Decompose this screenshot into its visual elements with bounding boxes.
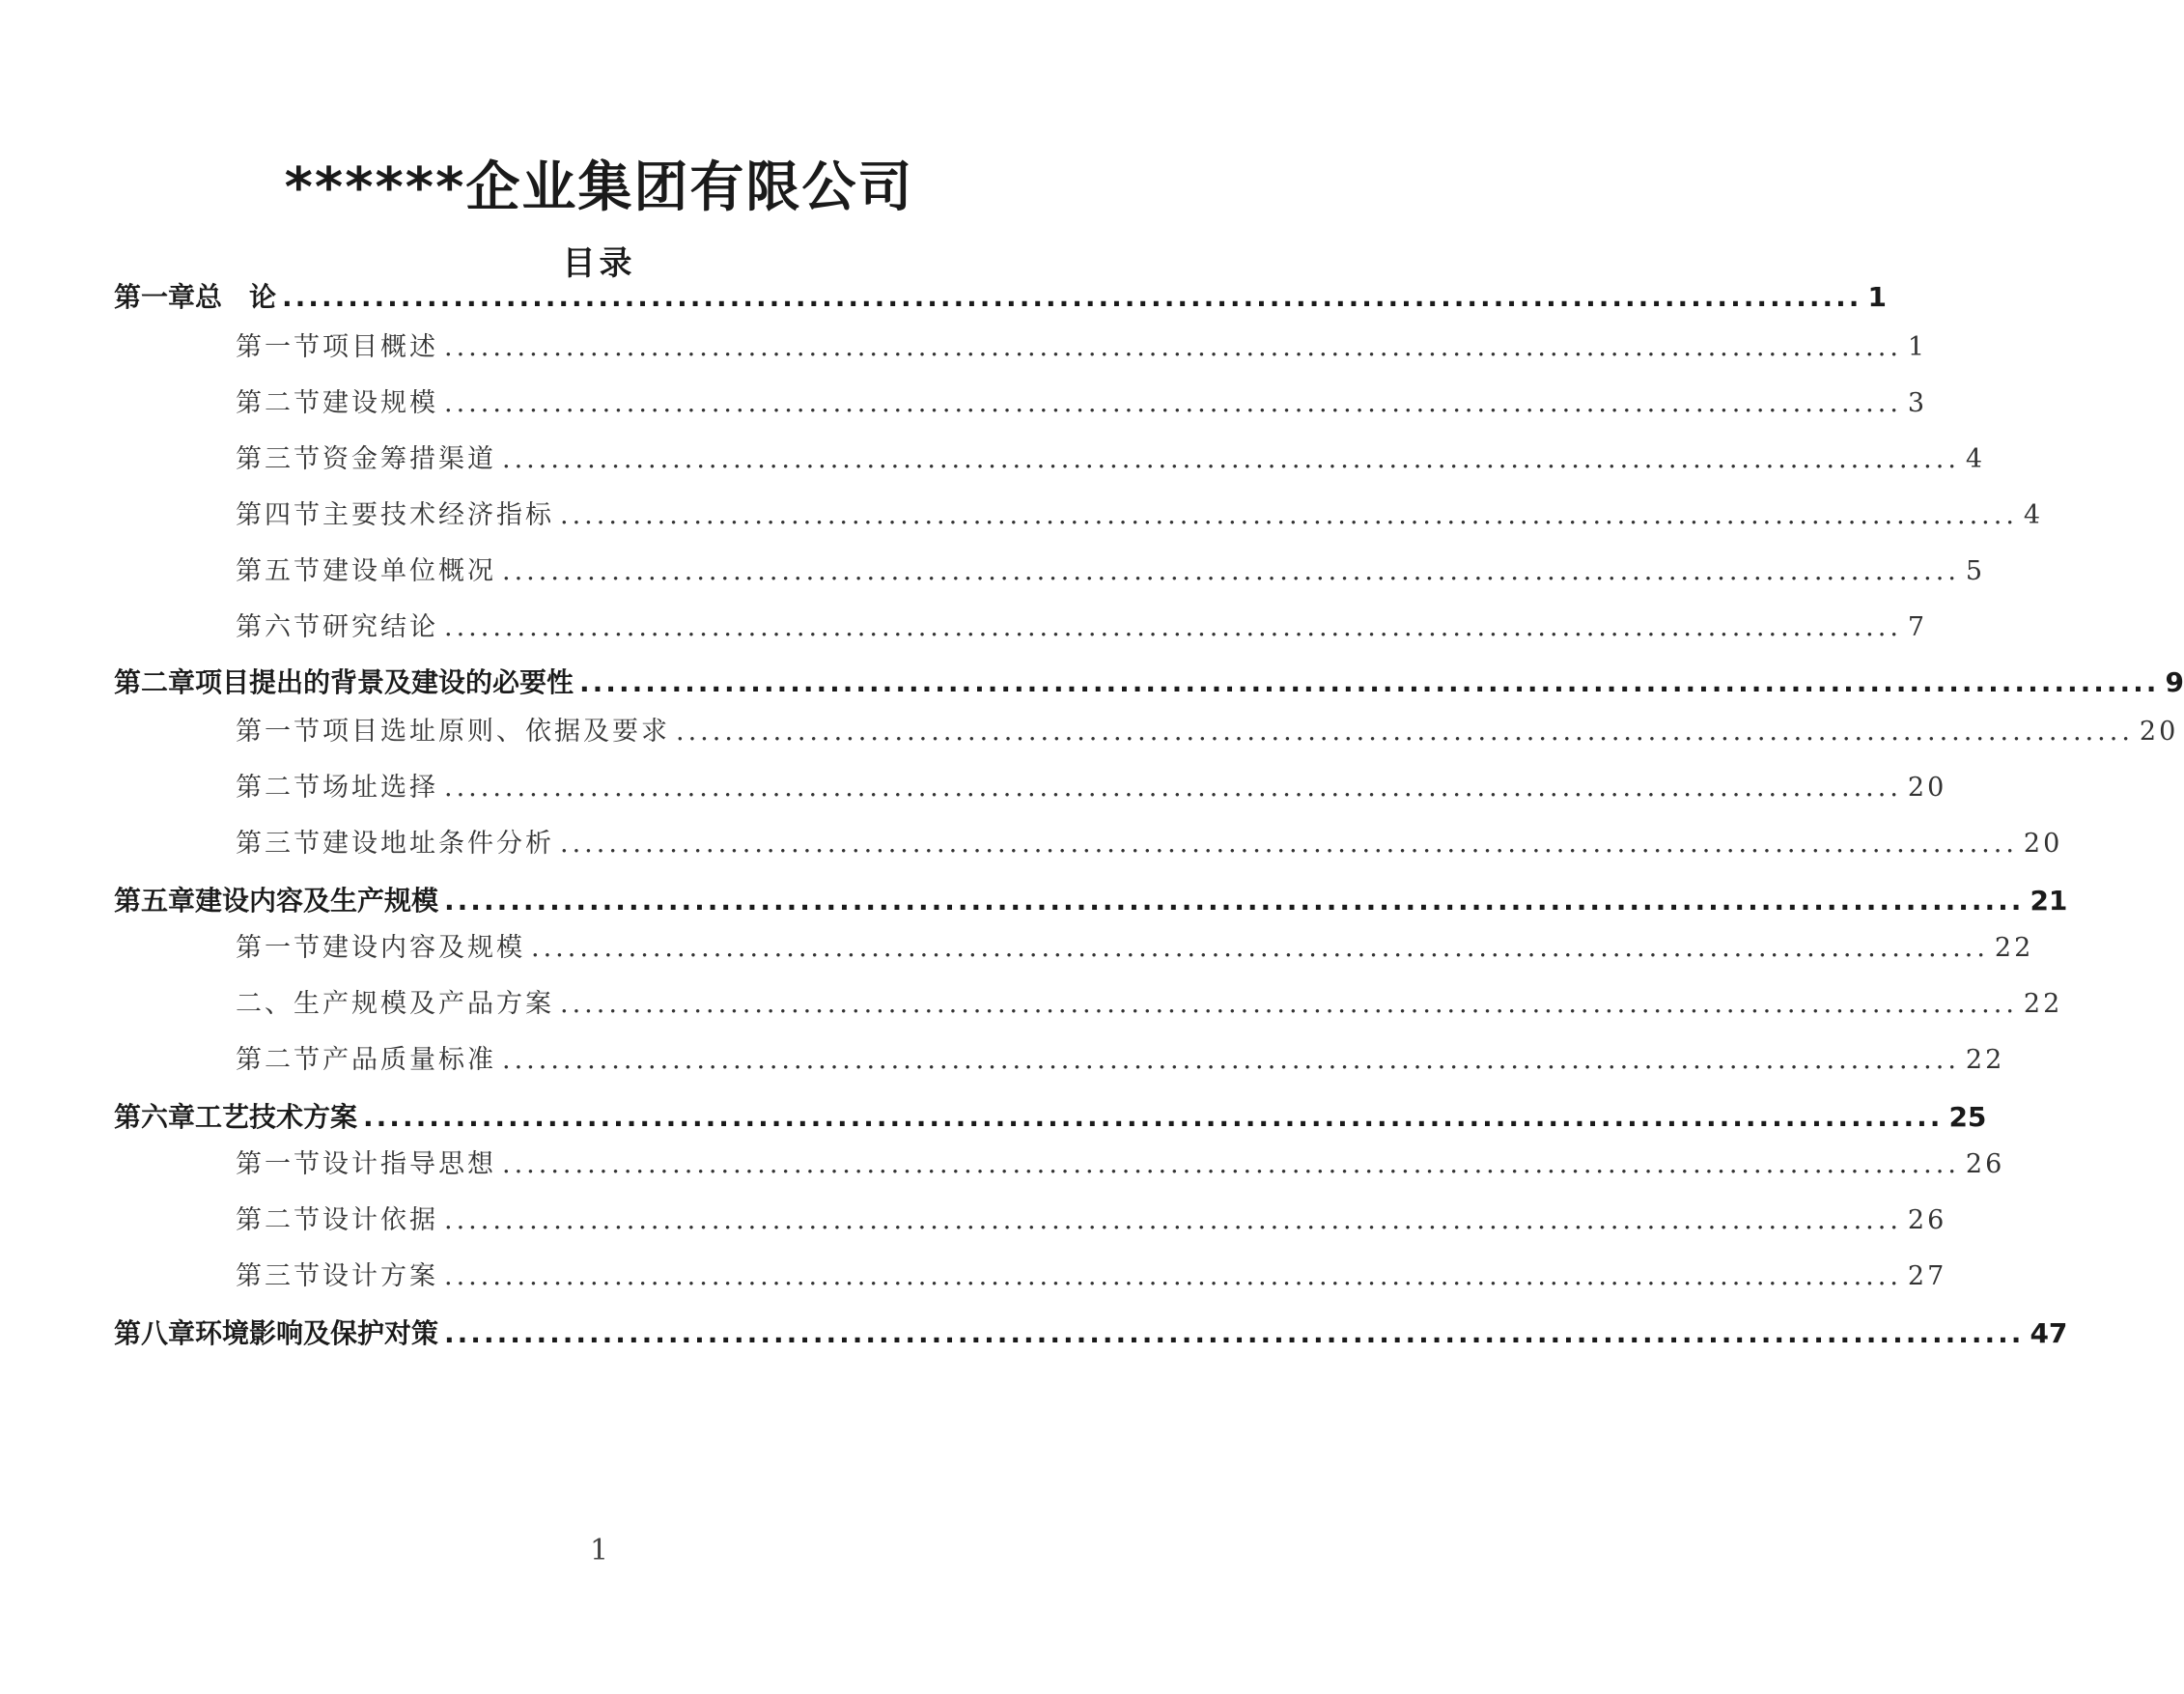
toc-entry-number: 第八章: [114, 1317, 196, 1349]
toc-entry-number: 第一节: [236, 717, 322, 747]
document-title: ******企业集团有限公司: [284, 156, 914, 219]
toc-section-entry[interactable]: [236, 381, 1928, 419]
toc-entry-page: 25: [1948, 1101, 1987, 1133]
toc-section-entry[interactable]: [236, 766, 1947, 804]
toc-entry-number: 第六节: [236, 612, 322, 642]
toc-entry-title: 设计指导思想: [322, 1149, 496, 1179]
toc-entry-title: 资金筹措渠道: [322, 444, 496, 474]
toc-dot-leader: ........................................................................................................................: [560, 500, 2018, 530]
toc-entry-page: 3: [1907, 388, 1928, 418]
toc-entry-title: 建设内容及规模: [322, 933, 525, 963]
toc-entry-number: 第二节: [236, 1205, 322, 1235]
toc-entry-page: 1: [1907, 332, 1928, 362]
toc-entry-page: 7: [1907, 612, 1928, 642]
toc-section-entry[interactable]: [236, 438, 1986, 475]
toc-entry-page: 22: [1994, 933, 2034, 963]
toc-section-entry[interactable]: [236, 550, 1986, 587]
toc-dot-leader: ........................................................................................................................: [444, 332, 1902, 362]
toc-entry-title: 项目提出的背景及建设的必要性: [195, 666, 574, 698]
toc-dot-leader: ........................................................................................................................: [444, 388, 1902, 418]
toc-entry-page: 26: [1907, 1205, 1947, 1235]
toc-entry-title: 主要技术经济指标: [322, 500, 554, 530]
toc-entry-page: 22: [2023, 989, 2063, 1019]
toc-entry-number: 第二章: [114, 666, 196, 698]
toc-entry-title: 建设地址条件分析: [322, 829, 554, 859]
toc-entry-page: 20: [2139, 717, 2179, 747]
toc-entry-page: 4: [1965, 444, 1986, 474]
toc-entry-title: 工艺技术方案: [195, 1101, 358, 1133]
toc-entry-page: 20: [1907, 773, 1947, 803]
toc-entry-title: 总 论: [195, 281, 277, 313]
toc-heading: 目录: [562, 244, 636, 283]
toc-dot-leader: ........................................................................................................................: [444, 885, 2025, 917]
toc-entry-page: 26: [1965, 1149, 2005, 1179]
toc-section-entry[interactable]: [236, 325, 1928, 363]
toc-entry-number: 第五章: [114, 885, 196, 917]
toc-dot-leader: ........................................................................................................................: [531, 933, 1989, 963]
toc-dot-leader: ........................................................................................................................: [502, 444, 1960, 474]
toc-entry-number: 第三节: [236, 444, 322, 474]
toc-dot-leader: ........................................................................................................................: [444, 1261, 1902, 1291]
toc-entry-title: 建设单位概况: [322, 556, 496, 586]
toc-dot-leader: ........................................................................................................................: [560, 829, 2018, 859]
toc-entry-page: 22: [1965, 1045, 2005, 1075]
toc-section-entry[interactable]: [236, 1255, 1947, 1292]
toc-dot-leader: ........................................................................................................................: [560, 989, 2018, 1019]
toc-section-entry[interactable]: [236, 982, 2063, 1020]
toc-entry-number: 第二节: [236, 1045, 322, 1075]
toc-entry-page: 27: [1907, 1261, 1947, 1291]
toc-entry-number: 第二节: [236, 773, 322, 803]
toc-dot-leader: ........................................................................................................................: [282, 281, 1862, 313]
toc-entry-title: 研究结论: [322, 612, 438, 642]
toc-entry-number: 第三节: [236, 1261, 322, 1291]
toc-entry-page: 4: [2023, 500, 2044, 530]
toc-section-entry[interactable]: [236, 494, 2044, 531]
toc-entry-title: 产品质量标准: [322, 1045, 496, 1075]
toc-section-entry[interactable]: [236, 926, 2034, 964]
page-number: 1: [589, 1534, 609, 1567]
toc-entry-number: 第六章: [114, 1101, 196, 1133]
toc-section-entry[interactable]: [236, 1199, 1947, 1236]
toc-entry-title: 建设规模: [322, 388, 438, 418]
toc-entry-title: 项目概述: [322, 332, 438, 362]
toc-section-entry[interactable]: [236, 1038, 2005, 1076]
toc-dot-leader: ........................................................................................................................: [502, 556, 1960, 586]
toc-entry-number: 第一节: [236, 1149, 322, 1179]
toc-section-entry[interactable]: [236, 606, 1928, 643]
toc-section-entry[interactable]: [236, 1143, 2005, 1180]
toc-dot-leader: ........................................................................................................................: [502, 1149, 1960, 1179]
toc-section-entry[interactable]: [236, 710, 2179, 748]
toc-entry-title: 设计依据: [322, 1205, 438, 1235]
toc-chapter-entry[interactable]: [114, 880, 2068, 918]
toc-chapter-entry[interactable]: [114, 276, 1887, 315]
toc-dot-leader: ........................................................................................................................: [363, 1101, 1944, 1133]
toc-chapter-entry[interactable]: [114, 662, 2184, 700]
toc-dot-leader: ........................................................................................................................: [579, 666, 2160, 698]
toc-dot-leader: ........................................................................................................................: [676, 717, 2134, 747]
toc-entry-page: 5: [1965, 556, 1986, 586]
toc-entry-number: 第一节: [236, 332, 322, 362]
toc-dot-leader: ........................................................................................................................: [444, 612, 1902, 642]
toc-entry-title: 项目选址原则、依据及要求: [322, 717, 670, 747]
toc-entry-number: 第三节: [236, 829, 322, 859]
toc-entry-page: 21: [2030, 885, 2068, 917]
toc-entry-number: 第一节: [236, 933, 322, 963]
toc-chapter-entry[interactable]: [114, 1313, 2068, 1351]
toc-entry-title: 建设内容及生产规模: [195, 885, 439, 917]
toc-section-entry[interactable]: [236, 822, 2063, 860]
toc-entry-number: 第五节: [236, 556, 322, 586]
toc-entry-page: 47: [2030, 1317, 2068, 1349]
toc-entry-number: 第四节: [236, 500, 322, 530]
toc-dot-leader: ........................................................................................................................: [444, 1205, 1902, 1235]
toc-dot-leader: ........................................................................................................................: [502, 1045, 1960, 1075]
toc-entry-page: 20: [2023, 829, 2063, 859]
toc-dot-leader: ........................................................................................................................: [444, 1317, 2025, 1349]
toc-entry-page: 1: [1867, 281, 1887, 313]
toc-entry-title: 设计方案: [322, 1261, 438, 1291]
toc-entry-page: 9: [2165, 666, 2184, 698]
toc-entry-title: 场址选择: [322, 773, 438, 803]
toc-entry-title: 环境影响及保护对策: [195, 1317, 439, 1349]
toc-entry-number: 第二节: [236, 388, 322, 418]
toc-dot-leader: ........................................................................................................................: [444, 773, 1902, 803]
toc-entry-title: 二、生产规模及产品方案: [236, 989, 554, 1019]
toc-chapter-entry[interactable]: [114, 1096, 1987, 1135]
toc-entry-number: 第一章: [114, 281, 196, 313]
